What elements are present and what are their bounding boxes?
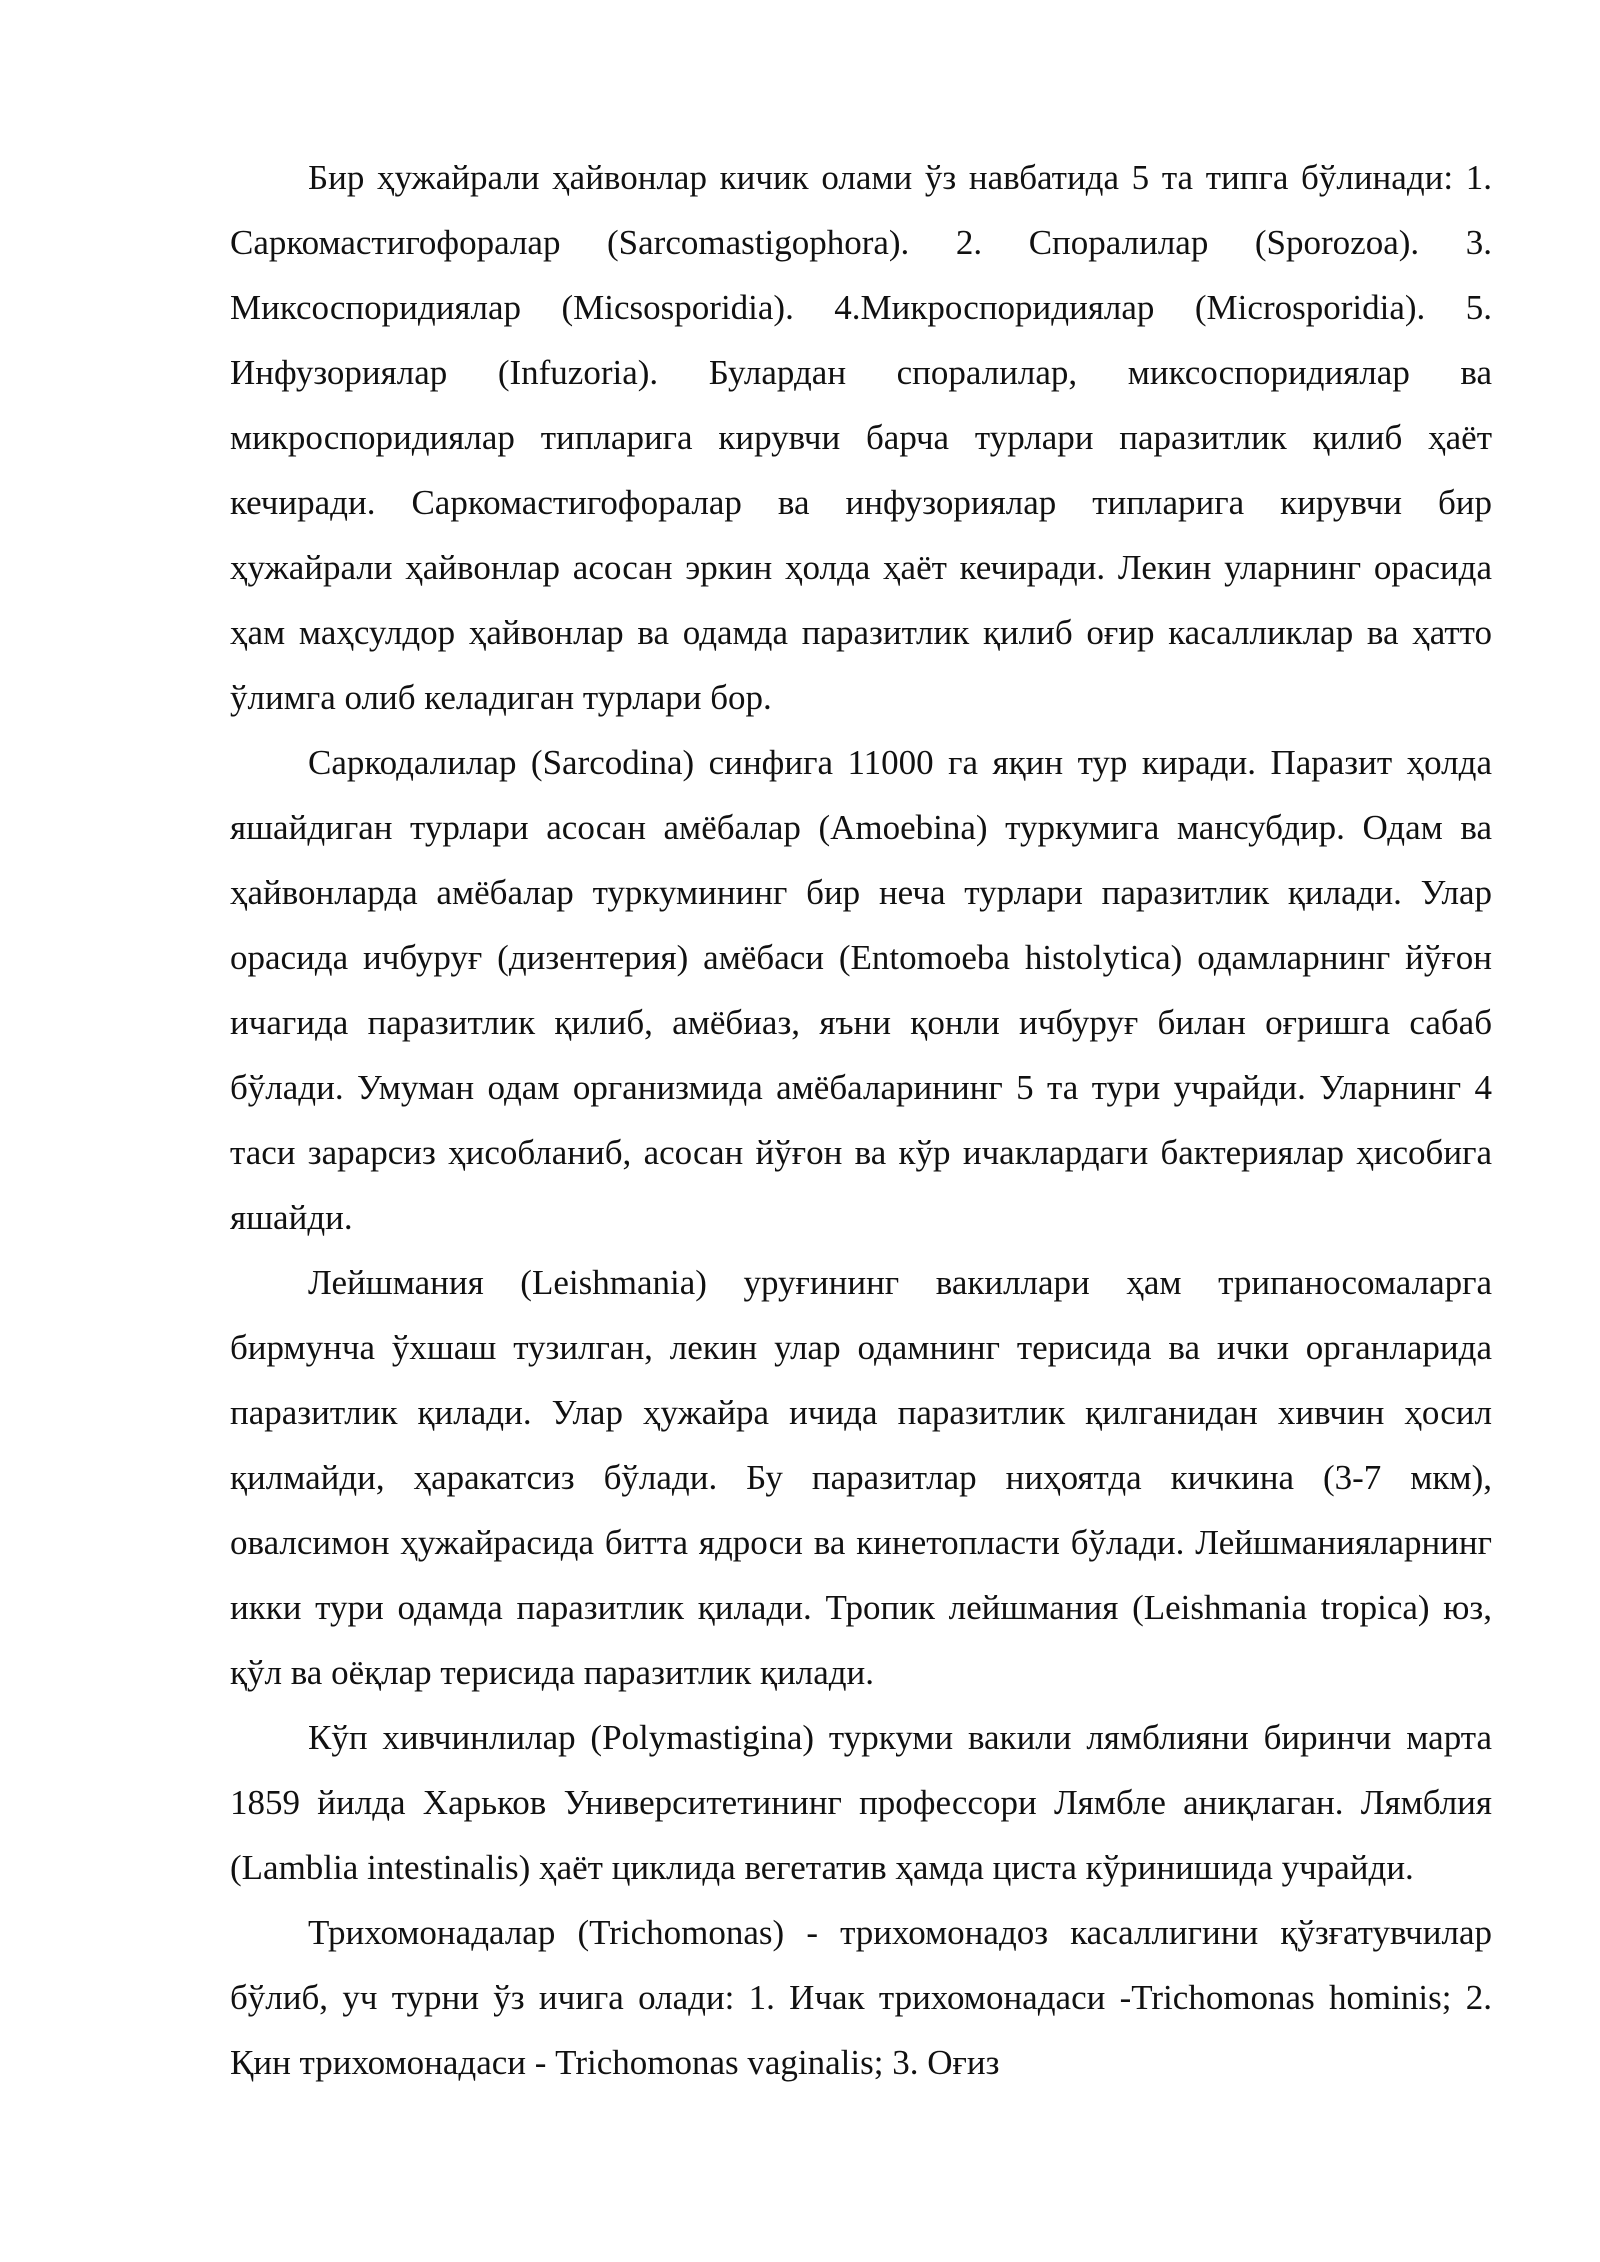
- paragraph-sarcodina: Саркодалилар (Sarcodina) синфига 11000 га яқин тур киради. Паразит ҳолда яшайдиган турлари асосан амёбалар (Amoebina) туркумига мансубдир. Одам ва ҳайвонларда амёбалар туркумининг бир неча турлари паразитлик қилади. Улар орасида ичбуруғ (дизентерия) амёбаси (Entomoeba histolytica) одамларнинг йўғон ичагида паразитлик қилиб, амёбиаз, яъни қонли ичбуруғ билан оғришга сабаб бўлади. Умуман одам организмида амёбаларининг 5 та тури учрайди. Уларнинг 4 таси зарарсиз ҳисобланиб, асосан йўғон ва кўр ичаклардаги бактериялар ҳисобига яшайди.: [230, 743, 1492, 1237]
- paragraph-protozoa-types: Бир ҳужайрали ҳайвонлар кичик олами ўз навбатида 5 та типга бўлинади: 1. Саркомастигофоралар (Sarcomastigophora). 2. Споралилар (Sporozoa). 3. Миксоспоридиялар (Micsosporidia). 4.Микроспоридиялар (Microsporidia). 5. Инфузориялар (Infuzoria). Булардан споралилар, миксоспоридиялар ва микроспоридиялар типларига кирувчи барча турлари паразитлик қилиб ҳаёт кечиради. Саркомастигофоралар ва инфузориялар типларига кирувчи бир ҳужайрали ҳайвонлар асосан эркин ҳолда ҳаёт кечиради. Лекин уларнинг орасида ҳам маҳсулдор ҳайвонлар ва одамда паразитлик қилиб оғир касалликлар ва ҳатто ўлимга олиб келадиган турлари бор.: [230, 158, 1492, 717]
- paragraph-leishmania: Лейшмания (Leishmania) уруғининг вакиллари ҳам трипаносомаларга бирмунча ўхшаш тузилган, лекин улар одамнинг терисида ва ички органларида паразитлик қилади. Улар ҳужайра ичида паразитлик қилганидан хивчин ҳосил қилмайди, ҳаракатсиз бўлади. Бу паразитлар ниҳоятда кичкина (3-7 мкм), овалсимон ҳужайрасида битта ядроси ва кинетопласти бўлади. Лейшманияларнинг икки тури одамда паразитлик қилади. Тропик лейшмания (Leishmania tropica) юз, қўл ва оёқлар терисида паразитлик қилади.: [230, 1263, 1492, 1692]
- paragraph-trichomonas: Трихомонадалар (Trichomonas) - трихомонадоз касаллигини қўзғатувчилар бўлиб, уч турни ўз ичига олади: 1. Ичак трихомонадаси -Trichomonas hominis; 2. Қин трихомонадаси - Trichomonas vaginalis; 3. Оғиз: [230, 1913, 1492, 2082]
- paragraph-lamblia: Кўп хивчинлилар (Polymastigina) туркуми вакили лямблияни биринчи марта 1859 йилда Харьков Университетининг профессори Лямбле аниқлаган. Лямблия (Lamblia intestinalis) ҳаёт циклида вегетатив ҳамда циста кўринишида учрайди.: [230, 1718, 1492, 1887]
- document-page: [230, 145, 1492, 2095]
